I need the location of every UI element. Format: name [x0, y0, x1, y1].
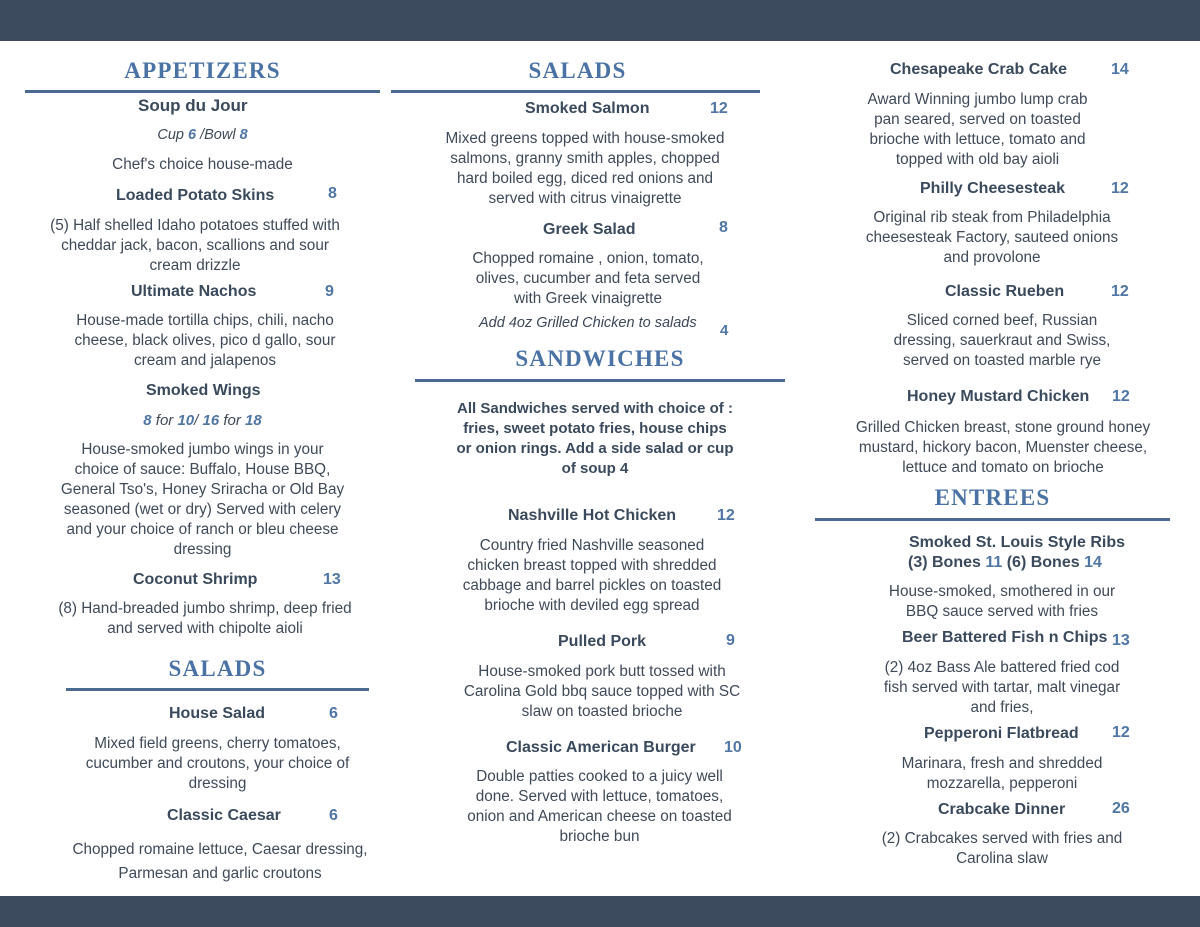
- item-name-honey-mustard-chicken: Honey Mustard Chicken: [907, 388, 1090, 405]
- item-name-pulled-pork: Pulled Pork: [558, 633, 647, 650]
- item-desc-ribs: House-smoked, smothered in our BBQ sauce served with fries: [888, 583, 1116, 620]
- item-price-coconut-shrimp: 13: [323, 571, 341, 588]
- ribs-prices: (3) Bones 11 (6) Bones 14: [908, 554, 1102, 571]
- item-desc-greek-salad: Chopped romaine , onion, tomato, olives, cucumber and feta served with Greek vinaigrette: [472, 250, 704, 307]
- item-desc-nashville-hot-chicken: Country fried Nashville seasoned chicken breast topped with shredded cabbage and barrel pickles on toasted brioche with deviled egg spread: [462, 537, 722, 614]
- item-price-smoked-salmon: 12: [710, 100, 728, 117]
- item-price-crabcake-dinner: 26: [1112, 800, 1130, 817]
- item-name-coconut-shrimp: Coconut Shrimp: [133, 571, 258, 588]
- item-name-potato-skins: Loaded Potato Skins: [116, 187, 275, 204]
- item-price-fish-n-chips: 13: [1112, 632, 1130, 649]
- item-name-house-salad: House Salad: [169, 705, 266, 722]
- item-desc-caesar: Chopped romaine lettuce, Caesar dressing, Parmesan and garlic croutons: [72, 841, 368, 882]
- item-price-greek-salad: 8: [719, 219, 728, 236]
- item-desc-philly-cheesesteak: Original rib steak from Philadelphia cheesesteak Factory, sauteed onions and provolone: [865, 209, 1119, 266]
- section-rule: [25, 90, 380, 93]
- item-price-nashville-hot-chicken: 12: [717, 507, 735, 524]
- section-rule: [66, 688, 369, 691]
- item-desc-wings: House-smoked jumbo wings in your choice of sauce: Buffalo, House BBQ, General Tso's, Honey Sriracha or Old Bay seasoned (wet or dry) Served with celery and your choice of ranch or bleu cheese dressing: [60, 441, 345, 558]
- item-name-wings: Smoked Wings: [146, 382, 261, 399]
- item-name-philly-cheesesteak: Philly Cheesesteak: [920, 180, 1065, 197]
- item-name-ribs: Smoked St. Louis Style Ribs: [909, 534, 1126, 551]
- item-price-caesar: 6: [329, 807, 338, 824]
- item-desc-crab-cake: Award Winning jumbo lump crab pan seared, served on toasted brioche with lettuce, tomato and topped with old bay aioli: [867, 91, 1088, 168]
- item-desc-house-salad: Mixed field greens, cherry tomatoes, cucumber and croutons, your choice of dressing: [85, 735, 350, 792]
- item-price-crab-cake: 14: [1111, 61, 1129, 78]
- section-title-sandwiches: SANDWICHES: [515, 346, 685, 371]
- bottom-bar: [0, 896, 1200, 927]
- item-desc-pepperoni-flatbread: Marinara, fresh and shredded mozzarella, pepperoni: [901, 755, 1103, 792]
- item-name-classic-rueben: Classic Rueben: [945, 283, 1065, 300]
- item-name-smoked-salmon: Smoked Salmon: [525, 100, 650, 117]
- sandwiches-note: All Sandwiches served with choice of : fries, sweet potato fries, house chips or onion rings. Add a side salad or cup of soup 4: [456, 400, 734, 477]
- item-price-nachos: 9: [325, 283, 334, 300]
- section-title-entrees: ENTREES: [934, 485, 1051, 510]
- top-bar: [0, 0, 1200, 41]
- section-title-appetizers: APPETIZERS: [124, 58, 281, 83]
- item-price-house-salad: 6: [329, 705, 338, 722]
- item-name-fish-n-chips: Beer Battered Fish n Chips: [902, 629, 1108, 646]
- item-name-caesar: Classic Caesar: [167, 807, 281, 824]
- chicken-addon-price: 4: [720, 322, 729, 339]
- item-name-crab-cake: Chesapeake Crab Cake: [890, 61, 1067, 78]
- section-rule: [415, 379, 785, 382]
- item-name-nachos: Ultimate Nachos: [131, 283, 257, 300]
- item-price-philly-cheesesteak: 12: [1111, 180, 1129, 197]
- item-price-pepperoni-flatbread: 12: [1112, 724, 1130, 741]
- item-desc-nachos: House-made tortilla chips, chili, nacho cheese, black olives, pico d gallo, sour cream and jalapenos: [74, 312, 336, 369]
- item-desc-pulled-pork: House-smoked pork butt tossed with Carolina Gold bbq sauce topped with SC slaw on toasted brioche: [463, 663, 741, 720]
- item-name-classic-burger: Classic American Burger: [506, 739, 696, 756]
- section-rule: [391, 90, 760, 93]
- soup-prices: Cup 6 /Bowl 8: [157, 127, 248, 143]
- item-name-soup: Soup du Jour: [138, 96, 248, 115]
- item-desc-coconut-shrimp: (8) Hand-breaded jumbo shrimp, deep fried and served with chipolte aioli: [58, 600, 352, 637]
- item-desc-fish-n-chips: (2) 4oz Bass Ale battered fried cod fish served with tartar, malt vinegar and fries,: [883, 659, 1121, 716]
- wings-prices: 8 for 10/ 16 for 18: [143, 412, 262, 429]
- section-rule: [815, 518, 1170, 521]
- item-price-classic-rueben: 12: [1111, 283, 1129, 300]
- item-name-greek-salad: Greek Salad: [543, 221, 636, 238]
- item-name-crabcake-dinner: Crabcake Dinner: [938, 801, 1066, 818]
- item-desc-smoked-salmon: Mixed greens topped with house-smoked salmons, granny smith apples, chopped hard boiled egg, diced red onions and served with citrus vinaigrette: [445, 130, 725, 207]
- item-desc-classic-rueben: Sliced corned beef, Russian dressing, sauerkraut and Swiss, served on toasted marble rye: [893, 312, 1111, 369]
- item-name-pepperoni-flatbread: Pepperoni Flatbread: [924, 725, 1079, 742]
- item-desc-potato-skins: (5) Half shelled Idaho potatoes stuffed with cheddar jack, bacon, scallions and sour cream drizzle: [50, 217, 340, 274]
- item-price-potato-skins: 8: [328, 185, 337, 202]
- item-desc-soup: Chef's choice house-made: [112, 156, 293, 173]
- item-desc-honey-mustard-chicken: Grilled Chicken breast, stone ground honey mustard, hickory bacon, Muenster cheese, lettuce and tomato on brioche: [855, 419, 1151, 476]
- item-price-classic-burger: 10: [724, 739, 742, 756]
- item-price-pulled-pork: 9: [726, 632, 735, 649]
- chicken-addon: Add 4oz Grilled Chicken to salads: [479, 315, 697, 331]
- item-desc-crabcake-dinner: (2) Crabcakes served with fries and Carolina slaw: [881, 830, 1123, 867]
- section-title-salads-left: SALADS: [168, 656, 267, 681]
- section-title-salads: SALADS: [528, 58, 627, 83]
- item-name-nashville-hot-chicken: Nashville Hot Chicken: [508, 507, 677, 524]
- item-price-honey-mustard-chicken: 12: [1112, 388, 1130, 405]
- item-desc-classic-burger: Double patties cooked to a juicy well done. Served with lettuce, tomatoes, onion and American cheese on toasted brioche bun: [467, 768, 732, 845]
